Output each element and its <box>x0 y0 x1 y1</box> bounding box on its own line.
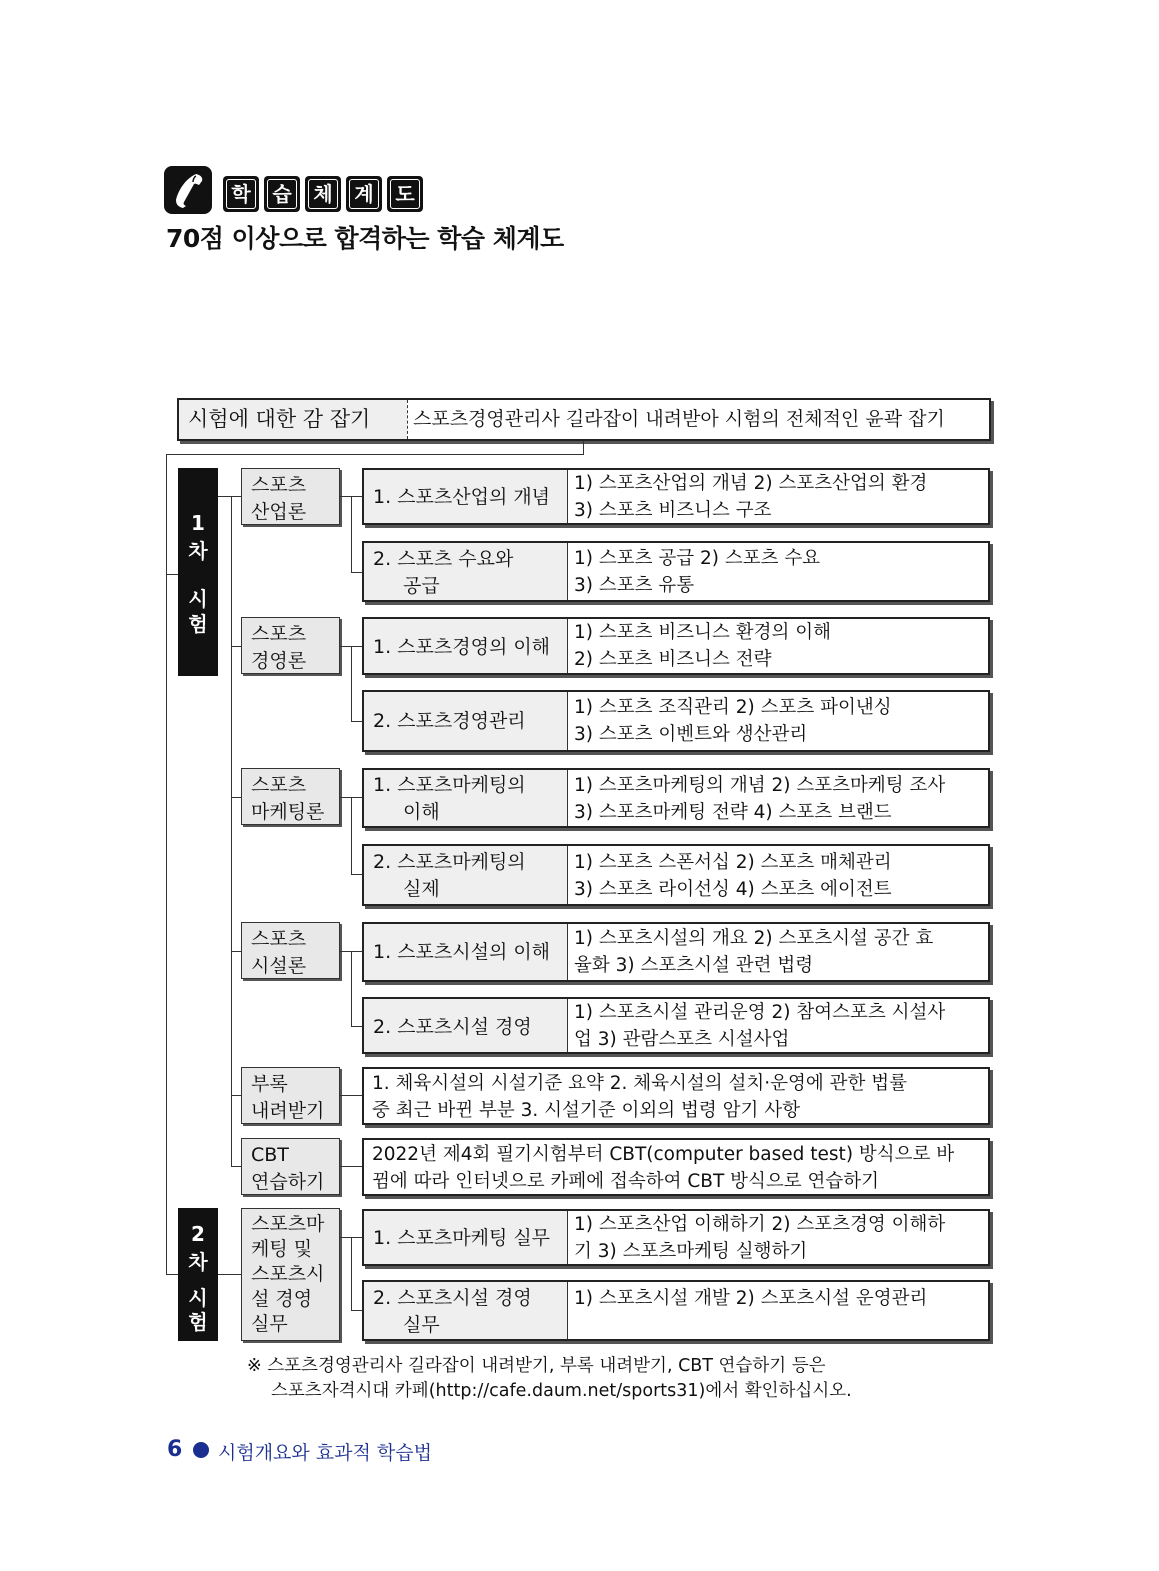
detail-line: 1) 스포츠 스폰서십 2) 스포츠 매체관리 <box>574 852 892 873</box>
topic-line: 1. 스포츠마케팅 실무 <box>373 1227 551 1249</box>
connector <box>351 496 352 572</box>
detail-cell <box>574 1211 984 1264</box>
connector <box>351 951 352 1026</box>
topic-line: 1. 스포츠시설의 이해 <box>373 941 551 963</box>
summary-text: 스포츠경영관리사 길라잡이 내려받아 시험의 전체적인 윤곽 잡기 <box>413 408 945 430</box>
topic-row <box>362 1280 990 1341</box>
detail-line: 3) 스포츠마케팅 전략 4) 스포츠 브랜드 <box>574 802 892 823</box>
topic-line: 1. 스포츠마케팅의 <box>373 774 526 796</box>
topic-line: 실제 <box>403 878 440 900</box>
connector <box>351 572 362 573</box>
connector <box>218 1274 241 1275</box>
detail-cell <box>574 692 984 750</box>
connector <box>340 1166 362 1167</box>
badge-char: 습 <box>264 176 300 212</box>
topic-cell <box>364 470 568 523</box>
category-line: 스포츠 <box>251 928 307 950</box>
topic-cell <box>364 999 568 1052</box>
topic-cell <box>364 619 568 673</box>
connector <box>166 454 167 1274</box>
topic-row <box>362 768 990 828</box>
topic-cell <box>364 543 568 600</box>
category-sports-marketing <box>241 768 340 825</box>
topic-line: 2. 스포츠시설 경영 <box>373 1287 532 1309</box>
detail-cell <box>372 1140 982 1194</box>
detail-line: 업 3) 관람스포츠 시설사업 <box>574 1029 790 1050</box>
detail-line: 1) 스포츠 비즈니스 환경의 이해 <box>574 622 831 643</box>
category-appendix <box>241 1067 340 1124</box>
detail-line: 1) 스포츠마케팅의 개념 2) 스포츠마케팅 조사 <box>574 775 946 796</box>
category-sports-management <box>241 617 340 674</box>
stage-char: 2 <box>191 1222 205 1246</box>
category-sports-industry <box>241 468 340 525</box>
connector <box>231 646 241 647</box>
stage-char: 험 <box>188 612 208 636</box>
category-line: 내려받기 <box>251 1100 325 1122</box>
connector <box>351 1026 362 1027</box>
topic-row <box>362 690 990 752</box>
topic-row <box>362 468 990 525</box>
category-sports-facilities <box>241 922 340 979</box>
detail-line: 1) 스포츠산업의 개념 2) 스포츠산업의 환경 <box>574 473 928 494</box>
stage-char: 차 <box>188 539 208 563</box>
topic-line: 1. 스포츠경영의 이해 <box>373 636 551 658</box>
page-number: 6 <box>167 1437 183 1462</box>
detail-line: 3) 스포츠 이벤트와 생산관리 <box>574 724 808 745</box>
topic-cell <box>364 692 568 750</box>
connector <box>351 1310 362 1311</box>
divider <box>407 400 408 439</box>
connector <box>583 441 584 454</box>
connector <box>166 1274 178 1275</box>
category-line: 마케팅론 <box>251 801 325 823</box>
detail-line: 3) 스포츠 라이선싱 4) 스포츠 에이전트 <box>574 879 892 900</box>
section-title: 시험개요와 효과적 학습법 <box>218 1442 432 1464</box>
phone-icon <box>164 166 212 214</box>
connector <box>166 454 584 455</box>
badge-char: 계 <box>346 176 382 212</box>
topic-row <box>362 1067 990 1125</box>
connector <box>351 721 362 722</box>
connector <box>166 574 178 575</box>
category-line: CBT <box>251 1144 289 1166</box>
topic-cell <box>364 846 568 904</box>
topic-row <box>362 1138 990 1196</box>
connector <box>218 496 241 497</box>
topic-line: 1. 스포츠산업의 개념 <box>373 486 551 508</box>
topic-cell <box>364 924 568 980</box>
detail-cell <box>574 924 984 980</box>
connector <box>231 1166 241 1167</box>
detail-line: 1) 스포츠 조직관리 2) 스포츠 파이낸싱 <box>574 697 892 718</box>
detail-cell <box>574 619 984 673</box>
category-line: 스포츠 <box>251 474 307 496</box>
bullet-icon <box>193 1442 209 1458</box>
detail-line: 1) 스포츠 공급 2) 스포츠 수요 <box>574 548 821 569</box>
category-line: 스포츠시 <box>251 1263 325 1285</box>
detail-line: 뀜에 따라 인터넷으로 카페에 접속하여 CBT 방식으로 연습하기 <box>372 1171 879 1192</box>
detail-line: 율화 3) 스포츠시설 관련 법령 <box>574 955 814 976</box>
detail-line: 3) 스포츠 비즈니스 구조 <box>574 500 772 521</box>
detail-line: 2022년 제4회 필기시험부터 CBT(computer based test) 방식으로 바 <box>372 1144 955 1165</box>
topic-line: 2. 스포츠 수요와 <box>373 548 514 570</box>
topic-line: 2. 스포츠경영관리 <box>373 710 526 732</box>
category-line: 실무 <box>251 1313 288 1335</box>
badge-char: 체 <box>305 176 341 212</box>
detail-cell <box>574 999 984 1052</box>
topic-line: 2. 스포츠시설 경영 <box>373 1016 532 1038</box>
category-practical <box>241 1208 340 1341</box>
page-title: 70점 이상으로 합격하는 학습 체계도 <box>166 224 564 253</box>
summary-row <box>177 398 991 441</box>
detail-line: 1) 스포츠시설의 개요 2) 스포츠시설 공간 효 <box>574 928 934 949</box>
detail-line: 3) 스포츠 유통 <box>574 575 695 596</box>
detail-line: 기 3) 스포츠마케팅 실행하기 <box>574 1241 808 1262</box>
topic-cell <box>364 1211 568 1264</box>
category-line: 스포츠 <box>251 774 307 796</box>
category-line: 산업론 <box>251 501 307 523</box>
detail-cell <box>574 1282 984 1339</box>
category-cbt <box>241 1138 340 1195</box>
detail-cell <box>574 846 984 904</box>
connector <box>231 1095 241 1096</box>
topic-row <box>362 541 990 602</box>
connector <box>351 1237 352 1310</box>
detail-line: 1. 체육시설의 시설기준 요약 2. 체육시설의 설치·운영에 관한 법률 <box>372 1073 908 1094</box>
stage-char: 시 <box>188 1286 208 1310</box>
topic-row <box>362 617 990 675</box>
stage-char: 1 <box>191 511 205 535</box>
detail-line: 1) 스포츠시설 개발 2) 스포츠시설 운영관리 <box>574 1288 928 1309</box>
topic-line: 2. 스포츠마케팅의 <box>373 851 526 873</box>
topic-line: 실무 <box>403 1314 440 1336</box>
topic-row <box>362 1209 990 1266</box>
topic-row <box>362 844 990 906</box>
category-line: 경영론 <box>251 650 307 672</box>
note-line: 스포츠자격시대 카페(http://cafe.daum.net/sports31)에서 확인하십시오. <box>271 1381 852 1401</box>
badge-char: 학 <box>223 176 259 212</box>
detail-cell <box>372 1069 982 1123</box>
stage-2-bar <box>178 1208 218 1341</box>
category-line: 연습하기 <box>251 1171 325 1193</box>
badge-char: 도 <box>387 176 423 212</box>
detail-cell <box>574 470 984 523</box>
detail-line: 2) 스포츠 비즈니스 전략 <box>574 649 772 670</box>
topic-line: 공급 <box>403 575 440 597</box>
category-line: 스포츠 <box>251 623 307 645</box>
stage-char: 차 <box>188 1250 208 1274</box>
summary-label: 시험에 대한 감 잡기 <box>179 400 407 439</box>
topic-cell <box>364 770 568 826</box>
detail-line: 중 최근 바뀐 부분 3. 시설기준 이외의 법령 암기 사항 <box>372 1100 800 1121</box>
topic-row <box>362 997 990 1054</box>
connector <box>231 951 241 952</box>
category-line: 스포츠마 <box>251 1213 325 1235</box>
note-line: ※ 스포츠경영관리사 길라잡이 내려받기, 부록 내려받기, CBT 연습하기 등은 <box>247 1356 826 1376</box>
detail-line: 1) 스포츠산업 이해하기 2) 스포츠경영 이해하 <box>574 1214 946 1235</box>
category-line: 시설론 <box>251 955 307 977</box>
category-line: 케팅 및 <box>251 1238 313 1260</box>
stage-1-bar <box>178 468 218 676</box>
connector <box>231 496 232 1166</box>
topic-cell <box>364 1282 568 1339</box>
connector <box>351 874 362 875</box>
detail-cell <box>574 543 984 600</box>
stage-char: 시 <box>188 587 208 611</box>
stage-char: 험 <box>188 1310 208 1334</box>
topic-line: 이해 <box>403 801 440 823</box>
category-line: 설 경영 <box>251 1288 313 1310</box>
connector <box>231 797 241 798</box>
topic-row <box>362 922 990 982</box>
detail-cell <box>574 770 984 826</box>
connector <box>340 1095 362 1096</box>
connector <box>351 797 352 874</box>
connector <box>351 646 352 721</box>
detail-line: 1) 스포츠시설 관리운영 2) 참여스포츠 시설사 <box>574 1002 946 1023</box>
category-line: 부록 <box>251 1073 288 1095</box>
